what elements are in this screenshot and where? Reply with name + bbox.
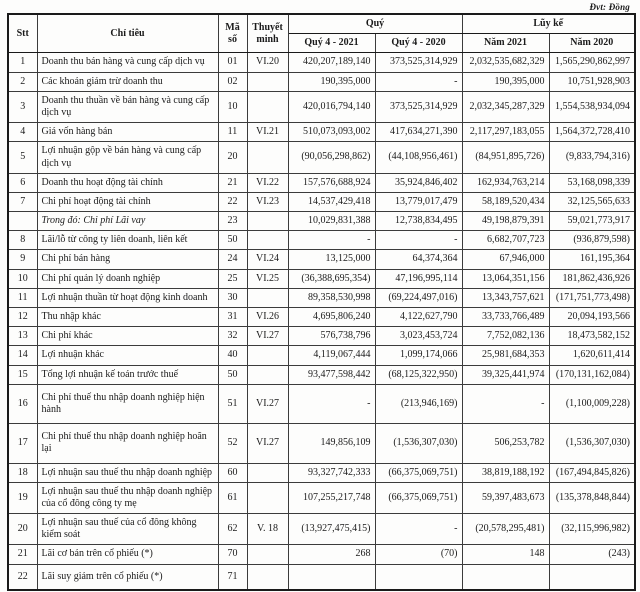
cell-q4-2020: 64,374,364: [375, 250, 462, 269]
row-code: 30: [218, 288, 247, 307]
row-note: VI.27: [247, 384, 288, 423]
cell-q4-2020: 12,738,834,495: [375, 212, 462, 231]
row-code: 10: [218, 91, 247, 122]
col-header-chi-tieu: Chỉ tiêu: [37, 14, 218, 53]
row-label: Doanh thu thuần về bán hàng và cung cấp dịch vụ: [37, 91, 218, 122]
row-stt: 8: [8, 231, 37, 250]
row-label: Lợi nhuận sau thuế thu nhập doanh nghiệp: [37, 463, 218, 482]
row-label: Chi phí thuế thu nhập doanh nghiệp hiện hành: [37, 384, 218, 423]
row-code: 22: [218, 192, 247, 211]
row-label: Doanh thu hoạt động tài chính: [37, 173, 218, 192]
col-header-stt: Stt: [8, 14, 37, 53]
row-note: [247, 564, 288, 590]
row-label: Doanh thu bán hàng và cung cấp dịch vụ: [37, 53, 218, 72]
row-label: Lãi/lỗ từ công ty liên doanh, liên kết: [37, 231, 218, 250]
cell-q4-2021: 149,856,109: [288, 424, 375, 463]
table-body: [8, 53, 635, 590]
row-note: [247, 365, 288, 384]
table-row: [8, 250, 635, 269]
col-header-q4-2020: Quý 4 - 2020: [375, 34, 462, 53]
row-note: [247, 346, 288, 365]
row-code: 23: [218, 212, 247, 231]
cell-q4-2020: 35,924,846,402: [375, 173, 462, 192]
row-stt: 18: [8, 463, 37, 482]
table-row: [8, 212, 635, 231]
cell-q4-2020: 13,779,017,479: [375, 192, 462, 211]
row-label: Chi phí hoạt động tài chính: [37, 192, 218, 211]
row-label: Lãi suy giảm trên cổ phiếu (*): [37, 564, 218, 590]
row-note: [247, 142, 288, 173]
cell-q4-2020: [375, 564, 462, 590]
cell-nam-2020: 59,021,773,917: [549, 212, 635, 231]
cell-nam-2020: (936,879,598): [549, 231, 635, 250]
row-code: 32: [218, 327, 247, 346]
cell-nam-2021: 6,682,707,723: [462, 231, 549, 250]
row-code: 70: [218, 545, 247, 564]
table-row: [8, 384, 635, 423]
cell-nam-2020: 53,168,098,339: [549, 173, 635, 192]
row-note: [247, 212, 288, 231]
row-label: Lãi cơ bản trên cổ phiếu (*): [37, 545, 218, 564]
cell-nam-2021: (84,951,895,726): [462, 142, 549, 173]
row-code: 11: [218, 123, 247, 142]
cell-nam-2021: 162,934,763,214: [462, 173, 549, 192]
cell-q4-2021: (90,056,298,862): [288, 142, 375, 173]
cell-q4-2021: 420,016,794,140: [288, 91, 375, 122]
cell-nam-2021: 38,819,188,192: [462, 463, 549, 482]
row-note: [247, 482, 288, 513]
cell-nam-2021: 148: [462, 545, 549, 564]
cell-q4-2021: 13,125,000: [288, 250, 375, 269]
cell-q4-2021: -: [288, 384, 375, 423]
row-stt: 3: [8, 91, 37, 122]
table-row: [8, 269, 635, 288]
table-row: [8, 231, 635, 250]
row-code: 01: [218, 53, 247, 72]
cell-q4-2020: -: [375, 72, 462, 91]
row-code: 40: [218, 346, 247, 365]
cell-q4-2021: 510,073,093,002: [288, 123, 375, 142]
cell-nam-2020: (170,131,162,084): [549, 365, 635, 384]
row-note: [247, 288, 288, 307]
table-row: [8, 53, 635, 72]
row-stt: 2: [8, 72, 37, 91]
cell-q4-2021: [288, 564, 375, 590]
cell-q4-2020: 3,023,453,724: [375, 327, 462, 346]
row-label: Lợi nhuận sau thuế của cổ đông không kiểm soát: [37, 514, 218, 545]
row-stt: 13: [8, 327, 37, 346]
cell-q4-2020: (66,375,069,751): [375, 463, 462, 482]
row-note: VI.20: [247, 53, 288, 72]
cell-nam-2020: (1,536,307,030): [549, 424, 635, 463]
cell-nam-2020: 10,751,928,903: [549, 72, 635, 91]
row-stt: 1: [8, 53, 37, 72]
row-note: VI.24: [247, 250, 288, 269]
row-code: 62: [218, 514, 247, 545]
cell-nam-2021: [462, 564, 549, 590]
row-stt: 15: [8, 365, 37, 384]
table-row: [8, 365, 635, 384]
col-header-thuyet-minh: Thuyết minh: [247, 14, 288, 53]
cell-nam-2020: (9,833,794,316): [549, 142, 635, 173]
cell-q4-2021: (13,927,475,415): [288, 514, 375, 545]
cell-q4-2020: (1,536,307,030): [375, 424, 462, 463]
row-stt: 7: [8, 192, 37, 211]
cell-nam-2021: 7,752,082,136: [462, 327, 549, 346]
row-label: Tổng lợi nhuận kế toán trước thuế: [37, 365, 218, 384]
row-stt: 9: [8, 250, 37, 269]
cell-nam-2020: 161,195,364: [549, 250, 635, 269]
col-header-nam-2021: Năm 2021: [462, 34, 549, 53]
row-stt: 22: [8, 564, 37, 590]
table-row: [8, 514, 635, 545]
col-header-q4-2021: Quý 4 - 2021: [288, 34, 375, 53]
row-label: Giá vốn hàng bán: [37, 123, 218, 142]
row-code: 61: [218, 482, 247, 513]
row-label: Thu nhập khác: [37, 308, 218, 327]
cell-q4-2021: 89,358,530,998: [288, 288, 375, 307]
row-code: 60: [218, 463, 247, 482]
cell-nam-2020: 1,564,372,728,410: [549, 123, 635, 142]
cell-q4-2020: (69,224,497,016): [375, 288, 462, 307]
cell-q4-2021: 190,395,000: [288, 72, 375, 91]
row-note: VI.26: [247, 308, 288, 327]
table-row: [8, 424, 635, 463]
cell-nam-2020: (171,751,773,498): [549, 288, 635, 307]
row-label: Các khoản giảm trừ doanh thu: [37, 72, 218, 91]
row-code: 50: [218, 365, 247, 384]
cell-nam-2020: [549, 564, 635, 590]
income-statement-table: [7, 13, 636, 591]
cell-nam-2020: 20,094,193,566: [549, 308, 635, 327]
cell-q4-2021: 14,537,429,418: [288, 192, 375, 211]
row-label: Lợi nhuận gộp về bán hàng và cung cấp dịch vụ: [37, 142, 218, 173]
cell-q4-2020: -: [375, 231, 462, 250]
row-code: 24: [218, 250, 247, 269]
cell-nam-2020: (135,378,848,844): [549, 482, 635, 513]
table-header: [8, 14, 635, 53]
row-stt: 17: [8, 424, 37, 463]
cell-q4-2021: 93,327,742,333: [288, 463, 375, 482]
row-stt: [8, 212, 37, 231]
cell-nam-2020: (32,115,996,982): [549, 514, 635, 545]
cell-q4-2021: 4,119,067,444: [288, 346, 375, 365]
cell-nam-2020: (167,494,845,826): [549, 463, 635, 482]
table-row: [8, 173, 635, 192]
row-note: [247, 72, 288, 91]
cell-q4-2021: 268: [288, 545, 375, 564]
row-stt: 20: [8, 514, 37, 545]
cell-nam-2020: 32,125,565,633: [549, 192, 635, 211]
row-note: VI.21: [247, 123, 288, 142]
cell-nam-2021: 49,198,879,391: [462, 212, 549, 231]
cell-q4-2020: -: [375, 514, 462, 545]
cell-q4-2021: 576,738,796: [288, 327, 375, 346]
cell-nam-2021: 2,032,535,682,329: [462, 53, 549, 72]
cell-nam-2021: -: [462, 384, 549, 423]
table-row: [8, 192, 635, 211]
cell-q4-2021: 157,576,688,924: [288, 173, 375, 192]
row-stt: 10: [8, 269, 37, 288]
row-note: VI.23: [247, 192, 288, 211]
row-code: 71: [218, 564, 247, 590]
col-header-nam-2020: Năm 2020: [549, 34, 635, 53]
cell-q4-2021: (36,388,695,354): [288, 269, 375, 288]
row-note: [247, 545, 288, 564]
row-code: 20: [218, 142, 247, 173]
unit-label: Đvt: Đồng: [589, 2, 630, 12]
cell-q4-2020: 47,196,995,114: [375, 269, 462, 288]
row-code: 51: [218, 384, 247, 423]
row-note: [247, 91, 288, 122]
table-row: [8, 308, 635, 327]
cell-nam-2020: (243): [549, 545, 635, 564]
row-stt: 5: [8, 142, 37, 173]
row-label: Lợi nhuận sau thuế thu nhập doanh nghiệp của cổ đông công ty mẹ: [37, 482, 218, 513]
table-row: [8, 72, 635, 91]
cell-q4-2021: 420,207,189,140: [288, 53, 375, 72]
cell-nam-2021: 2,032,345,287,329: [462, 91, 549, 122]
cell-q4-2020: (70): [375, 545, 462, 564]
cell-nam-2020: 1,554,538,934,094: [549, 91, 635, 122]
row-label: Chi phí thuế thu nhập doanh nghiệp hoãn lại: [37, 424, 218, 463]
cell-q4-2020: (213,946,169): [375, 384, 462, 423]
cell-nam-2021: 190,395,000: [462, 72, 549, 91]
cell-nam-2020: 1,620,611,414: [549, 346, 635, 365]
row-stt: 12: [8, 308, 37, 327]
row-label: Lợi nhuận thuần từ hoạt động kinh doanh: [37, 288, 218, 307]
cell-q4-2020: 417,634,271,390: [375, 123, 462, 142]
cell-q4-2021: 4,695,806,240: [288, 308, 375, 327]
row-stt: 19: [8, 482, 37, 513]
row-note: [247, 231, 288, 250]
cell-q4-2020: (68,125,322,950): [375, 365, 462, 384]
cell-nam-2020: (1,100,009,228): [549, 384, 635, 423]
row-code: 50: [218, 231, 247, 250]
cell-q4-2021: 10,029,831,388: [288, 212, 375, 231]
row-code: 31: [218, 308, 247, 327]
cell-nam-2021: 59,397,483,673: [462, 482, 549, 513]
table-row: [8, 482, 635, 513]
row-code: 52: [218, 424, 247, 463]
cell-q4-2021: -: [288, 231, 375, 250]
cell-nam-2021: 33,733,766,489: [462, 308, 549, 327]
cell-q4-2021: 107,255,217,748: [288, 482, 375, 513]
row-stt: 4: [8, 123, 37, 142]
table-row: [8, 91, 635, 122]
row-label: Lợi nhuận khác: [37, 346, 218, 365]
table-row: [8, 564, 635, 590]
table-row: [8, 327, 635, 346]
row-note: VI.25: [247, 269, 288, 288]
cell-q4-2020: 373,525,314,929: [375, 53, 462, 72]
row-stt: 11: [8, 288, 37, 307]
row-note: VI.22: [247, 173, 288, 192]
row-label: Chi phí khác: [37, 327, 218, 346]
cell-nam-2020: 18,473,582,152: [549, 327, 635, 346]
row-code: 21: [218, 173, 247, 192]
cell-q4-2021: 93,477,598,442: [288, 365, 375, 384]
cell-nam-2021: 39,325,441,974: [462, 365, 549, 384]
row-stt: 14: [8, 346, 37, 365]
row-label: Chi phí bán hàng: [37, 250, 218, 269]
table-row: [8, 142, 635, 173]
col-group-luy-ke: Lũy kế: [462, 14, 635, 34]
row-note: [247, 463, 288, 482]
row-note: VI.27: [247, 327, 288, 346]
cell-nam-2021: 58,189,520,434: [462, 192, 549, 211]
cell-nam-2020: 1,565,290,862,997: [549, 53, 635, 72]
cell-q4-2020: 373,525,314,929: [375, 91, 462, 122]
cell-nam-2021: 67,946,000: [462, 250, 549, 269]
table-row: [8, 123, 635, 142]
cell-nam-2021: 506,253,782: [462, 424, 549, 463]
cell-nam-2020: 181,862,436,926: [549, 269, 635, 288]
cell-q4-2020: 1,099,174,066: [375, 346, 462, 365]
col-header-ma-so: Mã số: [218, 14, 247, 53]
cell-q4-2020: 4,122,627,790: [375, 308, 462, 327]
cell-nam-2021: 25,981,684,353: [462, 346, 549, 365]
table-row: [8, 545, 635, 564]
table-row: [8, 346, 635, 365]
row-code: 25: [218, 269, 247, 288]
cell-nam-2021: 13,064,351,156: [462, 269, 549, 288]
row-stt: 16: [8, 384, 37, 423]
row-note: VI.27: [247, 424, 288, 463]
cell-nam-2021: (20,578,295,481): [462, 514, 549, 545]
row-code: 02: [218, 72, 247, 91]
row-label: Chi phí quản lý doanh nghiệp: [37, 269, 218, 288]
cell-q4-2020: (44,108,956,461): [375, 142, 462, 173]
row-stt: 21: [8, 545, 37, 564]
cell-nam-2021: 13,343,757,621: [462, 288, 549, 307]
cell-nam-2021: 2,117,297,183,055: [462, 123, 549, 142]
table-row: [8, 288, 635, 307]
table-row: [8, 463, 635, 482]
row-label: Trong đó: Chi phí Lãi vay: [37, 212, 218, 231]
col-group-quy: Quý: [288, 14, 462, 34]
row-stt: 6: [8, 173, 37, 192]
cell-q4-2020: (66,375,069,751): [375, 482, 462, 513]
row-note: V. 18: [247, 514, 288, 545]
